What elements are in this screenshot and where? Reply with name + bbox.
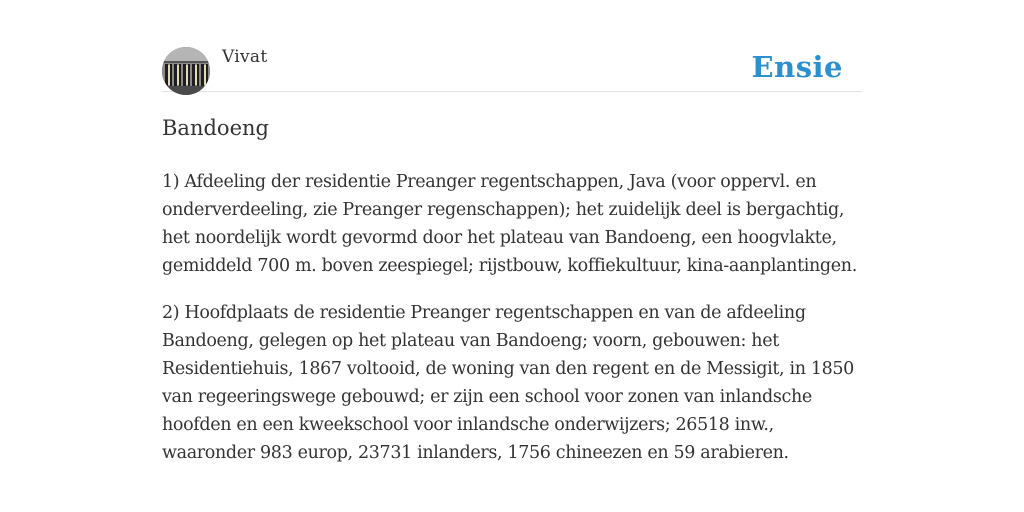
ensie-logo[interactable]: Ensie <box>751 50 843 84</box>
page <box>162 0 862 463</box>
article-title: Bandoeng <box>162 116 269 140</box>
article-body <box>162 168 862 486</box>
bookshelf-avatar-icon <box>162 47 210 95</box>
author-avatar[interactable] <box>162 47 210 95</box>
author-name[interactable]: Vivat <box>222 47 268 67</box>
article-paragraph-1: 1) Afdeeling der residentie Preanger regentschappen, Java (voor oppervl. en onderverdeeling, zie Preanger regenschappen); het zuidelijk deel is bergachtig, het noordelijk wordt gevormd door het plateau van Bandoeng, een hoogvlakte, gemiddeld 700 m. boven zeespiegel; rijstbouw, koffiekultuur, kina-aanplantingen. <box>162 172 857 276</box>
article-paragraph-2: 2) Hoofdplaats de residentie Preanger regentschappen en van de afdeeling Bandoeng, gelegen op het plateau van Bandoeng; voorn, gebouwen: het Residentiehuis, 1867 voltooid, de woning van den regent en de Messigit, in 1850 van regeeringswege gebouwd; er zijn een school voor zonen van inlandsche hoofden en een kweekschool voor inlandsche onderwijzers; 26518 inw., waaronder 983 europ, 23731 inlanders, 1756 chineezen en 59 arabieren. <box>162 303 854 463</box>
header <box>162 0 862 92</box>
